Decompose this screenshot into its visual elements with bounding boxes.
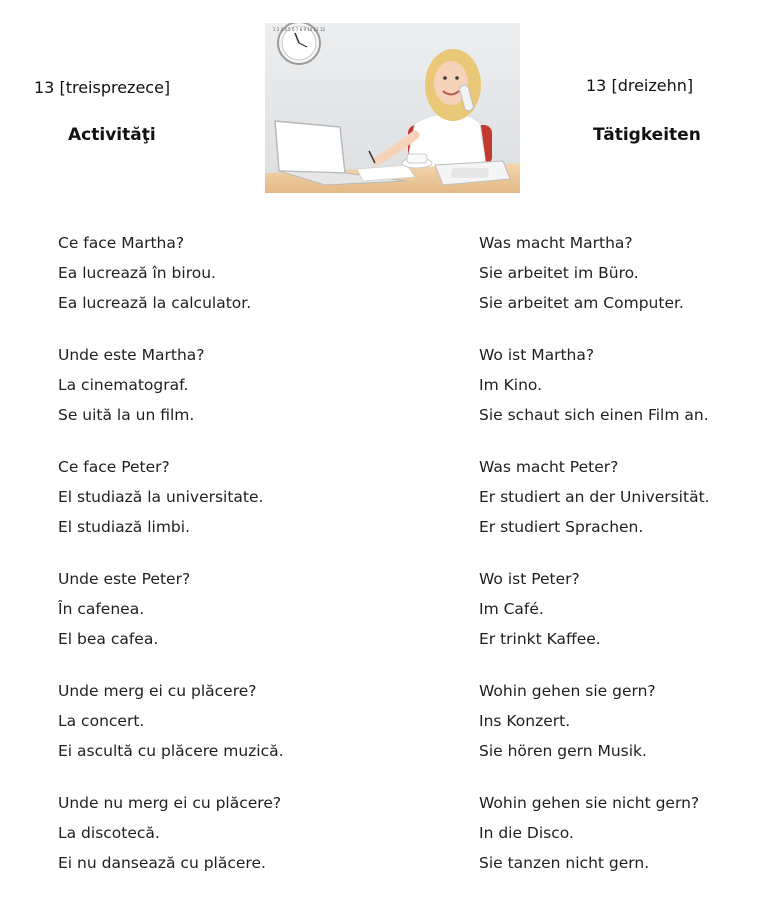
german-phrase-line: Wohin gehen sie gern? — [479, 682, 656, 700]
german-phrase-line: Ins Konzert. — [479, 712, 571, 730]
german-phrase-group — [479, 344, 769, 434]
german-phrase-line: Wo ist Martha? — [479, 346, 595, 364]
office-worker-phone-illustration — [265, 23, 520, 193]
romanian-phrase-line: Se uită la un film. — [58, 406, 195, 424]
romanian-phrase-line: Unde este Peter? — [58, 570, 191, 588]
german-phrase-line: Was macht Peter? — [479, 458, 619, 476]
german-phrase-line: Sie arbeitet am Computer. — [479, 294, 684, 312]
lesson-title-german: Tätigkeiten — [593, 125, 701, 145]
romanian-phrase-line: Unde merg ei cu plăcere? — [58, 682, 257, 700]
german-phrase-group — [479, 456, 769, 546]
german-phrase-line: In die Disco. — [479, 824, 574, 842]
german-phrase-line: Wohin gehen sie nicht gern? — [479, 794, 700, 812]
romanian-phrase-line: La concert. — [58, 712, 145, 730]
german-phrase-line: Sie tanzen nicht gern. — [479, 854, 650, 872]
romanian-phrase-group — [58, 568, 458, 658]
german-phrase-line: Er studiert an der Universität. — [479, 488, 710, 506]
romanian-phrase-line: Ce face Peter? — [58, 458, 170, 476]
german-phrase-line: Er studiert Sprachen. — [479, 518, 644, 536]
german-phrase-line: Im Kino. — [479, 376, 543, 394]
german-phrase-group — [479, 792, 769, 882]
german-phrase-line: Was macht Martha? — [479, 234, 633, 252]
lesson-title-romanian: Activităţi — [68, 125, 156, 145]
romanian-phrase-line: Unde nu merg ei cu plăcere? — [58, 794, 282, 812]
romanian-phrase-line: El studiază limbi. — [58, 518, 190, 536]
romanian-phrases-column — [58, 232, 458, 904]
romanian-phrase-group — [58, 792, 458, 882]
romanian-phrase-group — [58, 232, 458, 322]
lesson-number-romanian: 13 [treisprezece] — [34, 78, 171, 97]
lesson-number-german: 13 [dreizehn] — [586, 76, 694, 95]
romanian-phrase-line: Ce face Martha? — [58, 234, 185, 252]
romanian-phrase-line: Ea lucrează în birou. — [58, 264, 216, 282]
romanian-phrase-group — [58, 344, 458, 434]
romanian-phrase-group — [58, 680, 458, 770]
romanian-phrase-group — [58, 456, 458, 546]
german-phrase-line: Er trinkt Kaffee. — [479, 630, 601, 648]
german-phrases-column — [479, 232, 769, 904]
german-phrase-line: Sie hören gern Musik. — [479, 742, 647, 760]
romanian-phrase-line: La discotecă. — [58, 824, 160, 842]
romanian-phrase-line: El bea cafea. — [58, 630, 159, 648]
romanian-phrase-line: Unde este Martha? — [58, 346, 205, 364]
romanian-phrase-line: Ei nu dansează cu plăcere. — [58, 854, 266, 872]
romanian-phrase-line: El studiază la universitate. — [58, 488, 264, 506]
romanian-phrase-line: În cafenea. — [58, 600, 145, 618]
german-phrase-line: Im Café. — [479, 600, 544, 618]
romanian-phrase-line: La cinematograf. — [58, 376, 189, 394]
svg-text:1 2 3 4 5 6 7 8 9 10 11 12: 1 2 3 4 5 6 7 8 9 10 11 12 — [272, 27, 326, 32]
romanian-phrase-line: Ea lucrează la calculator. — [58, 294, 252, 312]
german-phrase-group — [479, 680, 769, 770]
german-phrase-line: Wo ist Peter? — [479, 570, 580, 588]
german-phrase-group — [479, 232, 769, 322]
german-phrase-line: Sie schaut sich einen Film an. — [479, 406, 709, 424]
german-phrase-line: Sie arbeitet im Büro. — [479, 264, 639, 282]
romanian-phrase-line: Ei ascultă cu plăcere muzică. — [58, 742, 284, 760]
german-phrase-group — [479, 568, 769, 658]
